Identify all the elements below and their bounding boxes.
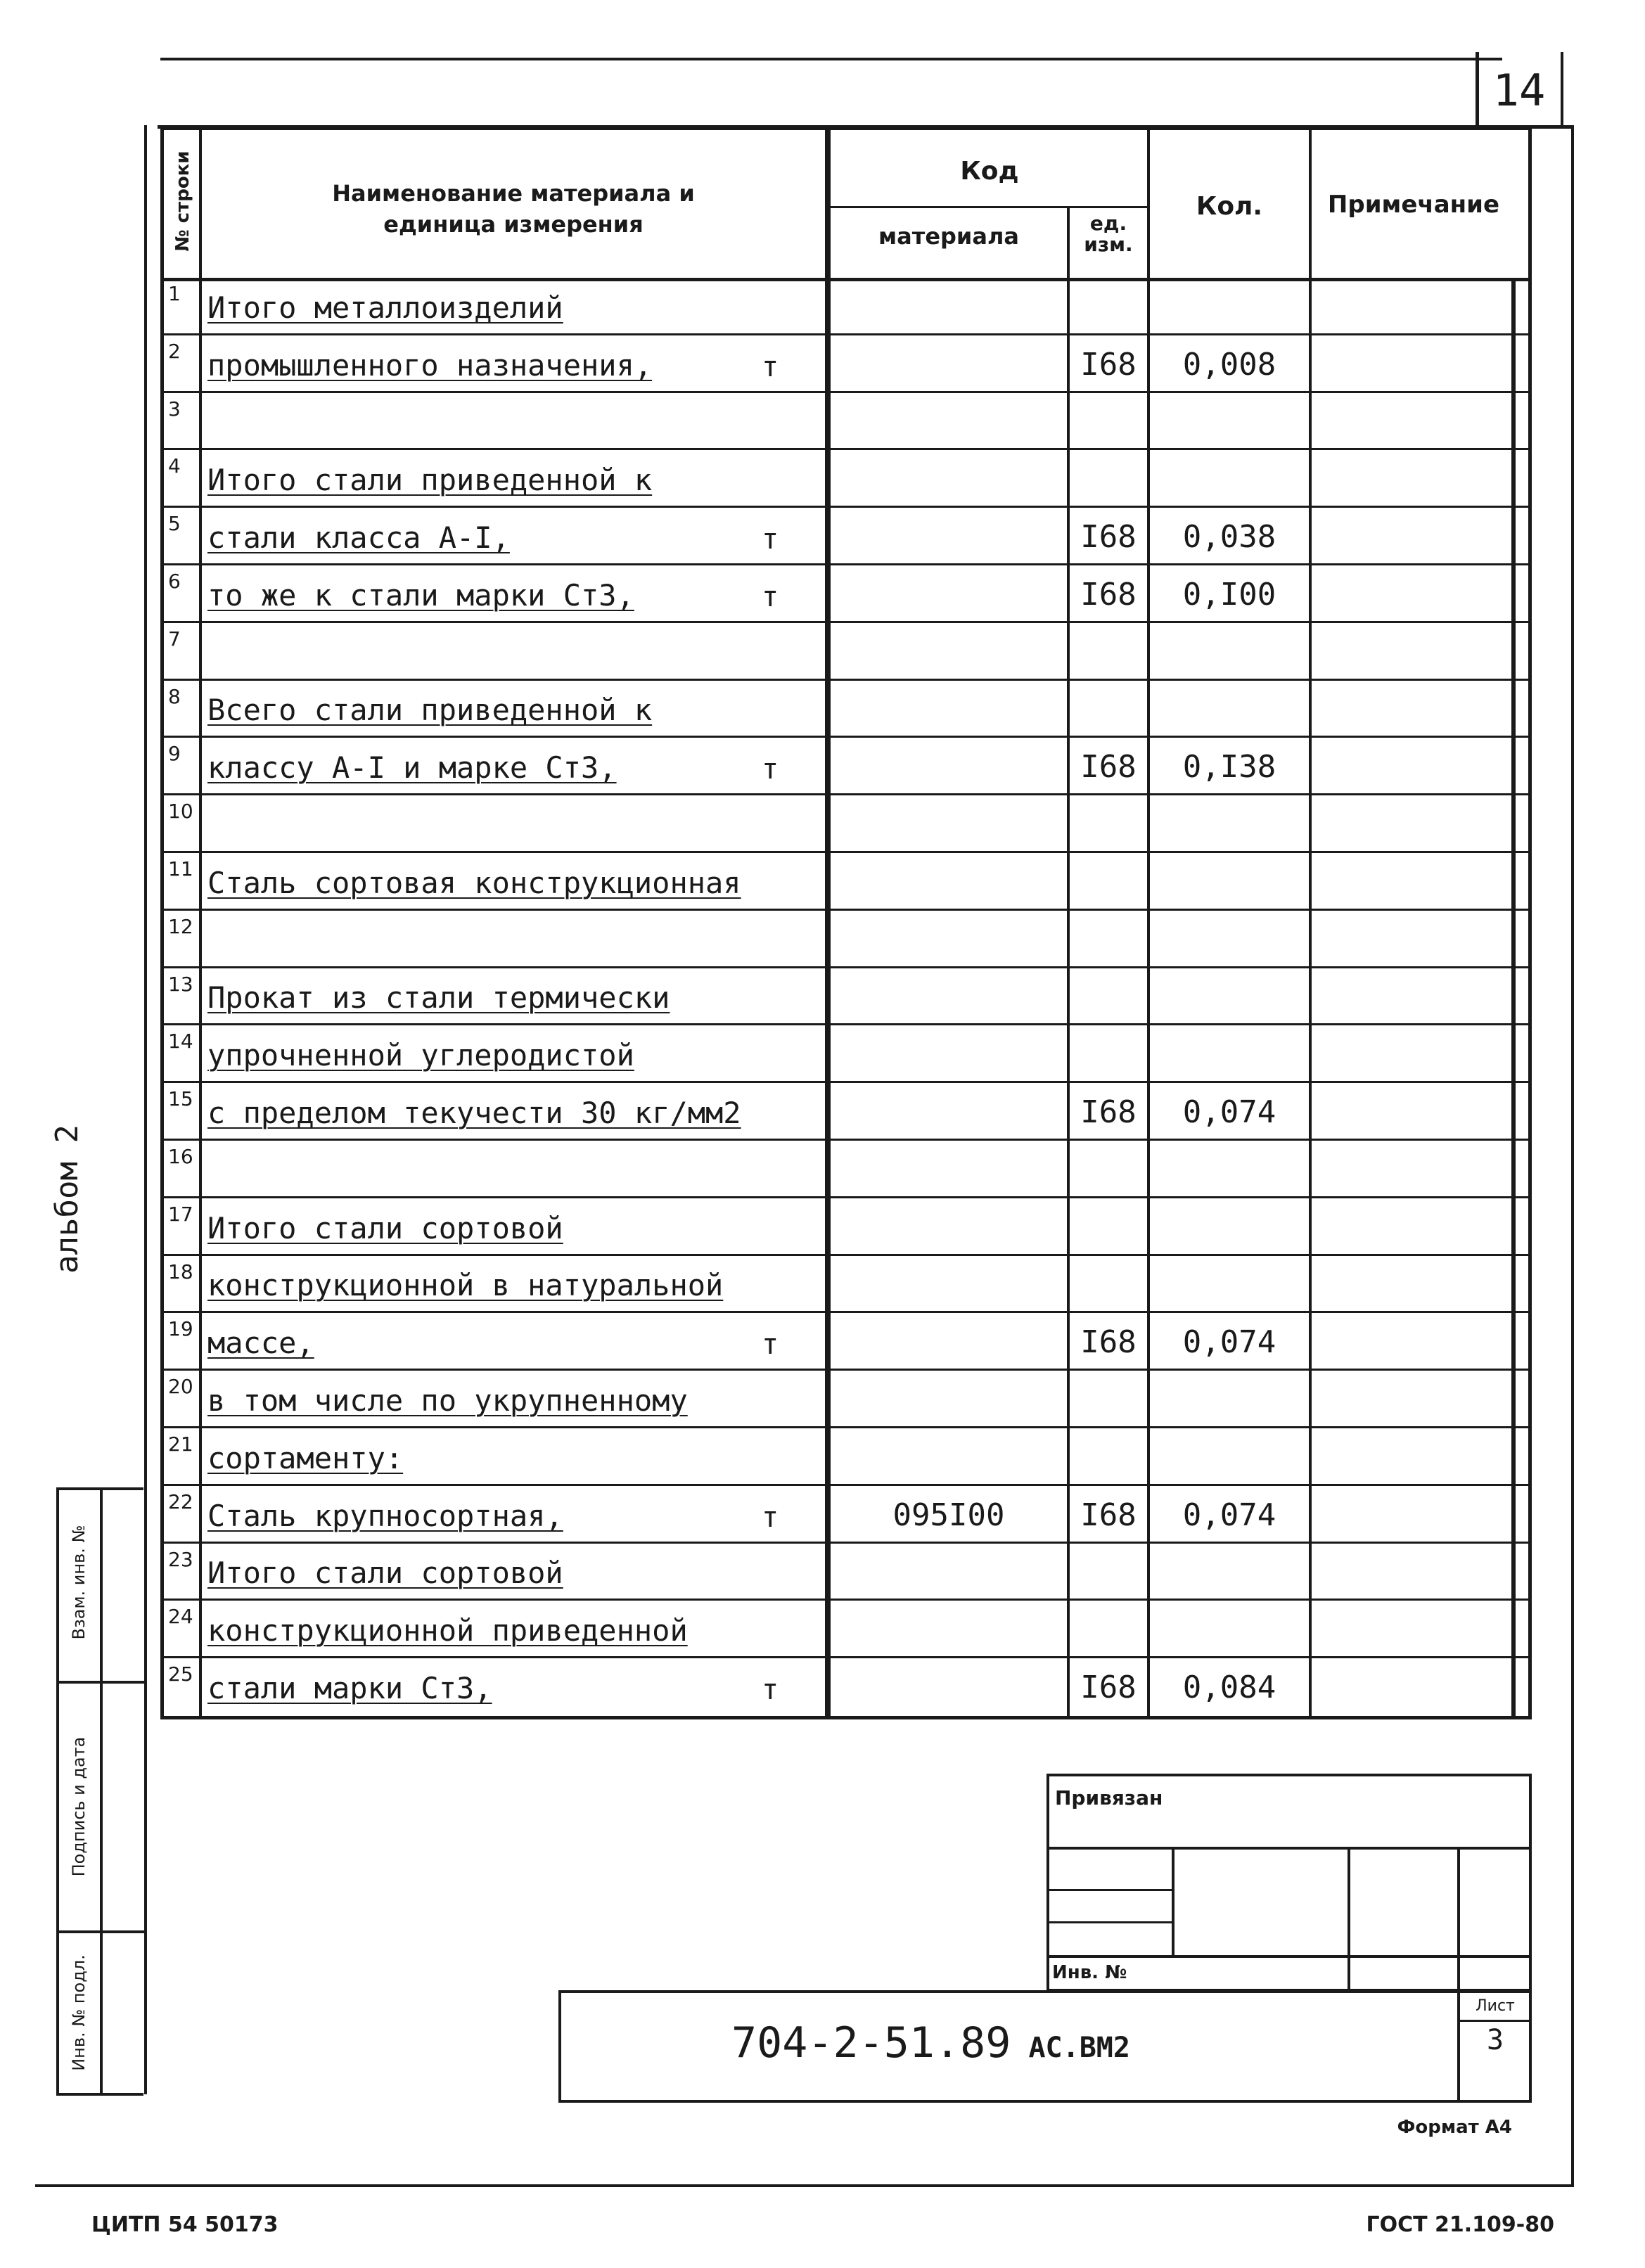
row-unit-t: т bbox=[762, 523, 779, 556]
table-row bbox=[164, 1198, 1528, 1256]
table-row bbox=[164, 1601, 1528, 1658]
margin-podpis-data: Подпись и дата bbox=[69, 1736, 89, 1877]
row-name: то же к стали марки Ст3, bbox=[207, 577, 634, 613]
row-name: промышленного назначения, bbox=[207, 347, 653, 383]
row-name: Сталь сортовая конструкционная bbox=[207, 865, 741, 900]
table-row bbox=[164, 738, 1528, 795]
row-number: 14 bbox=[168, 1030, 193, 1053]
table-row bbox=[164, 1313, 1528, 1371]
table-row bbox=[164, 623, 1528, 681]
row-number: 22 bbox=[168, 1489, 193, 1513]
row-unit: I68 bbox=[1080, 1497, 1137, 1533]
row-number: 24 bbox=[168, 1605, 193, 1629]
row-name: стали класса А-I, bbox=[207, 520, 510, 555]
row-number: 12 bbox=[168, 914, 193, 938]
row-name: сортаменту: bbox=[207, 1440, 404, 1475]
row-name: массе, bbox=[207, 1326, 314, 1361]
row-name: конструкционной приведенной bbox=[207, 1613, 688, 1648]
row-name: Итого стали сортовой bbox=[207, 1556, 563, 1591]
privyazan-col-3 bbox=[1457, 1847, 1460, 1992]
row-unit: I68 bbox=[1080, 518, 1137, 555]
doc-code: 704-2-51.89 bbox=[731, 2018, 1011, 2068]
row-number: 11 bbox=[168, 857, 193, 880]
row-qty: 0,I00 bbox=[1182, 576, 1276, 613]
album-label: альбом 2 bbox=[49, 1125, 85, 1274]
inner-frame-left bbox=[144, 125, 147, 2094]
row-qty: 0,084 bbox=[1182, 1669, 1276, 1705]
table-row bbox=[164, 1083, 1528, 1141]
table-row bbox=[164, 1025, 1528, 1083]
sheet-cell-label-line bbox=[1457, 2020, 1532, 2022]
row-qty: 0,074 bbox=[1182, 1094, 1276, 1130]
table-body bbox=[164, 278, 1528, 1716]
row-name: конструкционной в натуральной bbox=[207, 1268, 724, 1303]
row-qty: 0,074 bbox=[1182, 1497, 1276, 1533]
row-name: Всего стали приведенной к bbox=[207, 693, 653, 728]
table-row bbox=[164, 565, 1528, 623]
row-unit: I68 bbox=[1080, 576, 1137, 613]
row-number: 18 bbox=[168, 1260, 193, 1283]
table-row bbox=[164, 1658, 1528, 1716]
row-code: 095I00 bbox=[892, 1497, 1005, 1533]
table-row bbox=[164, 1486, 1528, 1544]
privyazan-col-1 bbox=[1172, 1847, 1174, 1956]
row-number: 20 bbox=[168, 1375, 193, 1399]
privyazan-col-2 bbox=[1348, 1847, 1350, 1992]
table-row bbox=[164, 450, 1528, 508]
row-name: с пределом текучести 30 кг/мм2 bbox=[207, 1095, 741, 1130]
row-number: 1 bbox=[168, 282, 181, 305]
table-row bbox=[164, 278, 1528, 335]
margin-sep-1 bbox=[56, 1681, 146, 1684]
row-number: 2 bbox=[168, 339, 181, 363]
row-name: Прокат из стали термически bbox=[207, 980, 670, 1016]
row-name: в том числе по укрупненному bbox=[207, 1383, 688, 1418]
row-number: 10 bbox=[168, 800, 193, 824]
row-number: 8 bbox=[168, 684, 181, 708]
row-number: 19 bbox=[168, 1317, 193, 1341]
sheet-value: 3 bbox=[1486, 2024, 1504, 2056]
row-name: стали марки Ст3, bbox=[207, 1670, 492, 1705]
header-row-number: № строки bbox=[172, 150, 193, 252]
row-unit: I68 bbox=[1080, 1094, 1137, 1130]
table-row bbox=[164, 1428, 1528, 1486]
row-unit: I68 bbox=[1080, 1669, 1137, 1705]
materials-table bbox=[160, 127, 1532, 1719]
row-name: Итого стали приведенной к bbox=[207, 463, 653, 498]
privyazan-line-2 bbox=[1046, 1889, 1173, 1891]
table-row bbox=[164, 681, 1528, 738]
header-material: материала bbox=[878, 223, 1019, 250]
header-code: Код bbox=[960, 157, 1019, 186]
header-qty: Кол. bbox=[1196, 192, 1263, 221]
row-number: 23 bbox=[168, 1547, 193, 1571]
privyazan-line-3 bbox=[1046, 1921, 1173, 1923]
row-number: 6 bbox=[168, 570, 181, 593]
table-row bbox=[164, 968, 1528, 1026]
margin-sep-2 bbox=[56, 1930, 146, 1933]
row-unit-t: т bbox=[762, 1673, 779, 1706]
format-label: Формат А4 bbox=[1397, 2117, 1512, 2138]
row-number: 3 bbox=[168, 397, 181, 421]
row-number: 7 bbox=[168, 627, 181, 651]
footer-left: ЦИТП 54 50173 bbox=[91, 2212, 279, 2237]
header-unit: ед. изм. bbox=[1084, 212, 1133, 256]
table-row bbox=[164, 1544, 1528, 1601]
top-border-line bbox=[160, 58, 1502, 60]
inv-no-label: Инв. № bbox=[1052, 1962, 1127, 1983]
frame-bottom-line bbox=[35, 2184, 1573, 2187]
header-note: Примечание bbox=[1327, 191, 1500, 219]
row-number: 4 bbox=[168, 454, 181, 478]
row-name: Итого стали сортовой bbox=[207, 1210, 563, 1245]
row-unit-t: т bbox=[762, 753, 779, 786]
row-number: 5 bbox=[168, 512, 181, 536]
row-name: упрочненной углеродистой bbox=[207, 1038, 634, 1073]
row-name: Сталь крупносортная, bbox=[207, 1498, 563, 1533]
frame-right-line bbox=[1571, 127, 1574, 2187]
row-name: Итого металлоизделий bbox=[207, 290, 563, 325]
row-number: 13 bbox=[168, 972, 193, 996]
table-row bbox=[164, 853, 1528, 911]
row-number: 25 bbox=[168, 1662, 193, 1686]
row-number: 21 bbox=[168, 1433, 193, 1456]
row-number: 9 bbox=[168, 742, 181, 766]
row-name: классу А-I и марке Ст3, bbox=[207, 750, 617, 786]
table-row bbox=[164, 795, 1528, 853]
row-qty: 0,I38 bbox=[1182, 749, 1276, 786]
table-row bbox=[164, 1371, 1528, 1428]
row-number: 16 bbox=[168, 1145, 193, 1168]
margin-vzam-inv: Взам. инв. № bbox=[69, 1525, 89, 1640]
row-number: 15 bbox=[168, 1087, 193, 1111]
sheet-label: Лист bbox=[1476, 1997, 1515, 2015]
table-row bbox=[164, 911, 1528, 968]
code-subheader-line bbox=[828, 206, 1148, 208]
margin-stamp-inner-col bbox=[100, 1487, 103, 2096]
row-unit: I68 bbox=[1080, 346, 1137, 383]
table-row bbox=[164, 508, 1528, 565]
sheet-number: 14 bbox=[1492, 65, 1546, 116]
row-qty: 0,038 bbox=[1182, 518, 1276, 555]
privyazan-label: Привязан bbox=[1055, 1786, 1163, 1809]
row-unit-t: т bbox=[762, 1501, 779, 1534]
doc-suffix: АС.ВМ2 bbox=[1028, 2032, 1130, 2064]
table-row bbox=[164, 1141, 1528, 1198]
doc-code-line bbox=[731, 2018, 1130, 2068]
row-unit: I68 bbox=[1080, 1324, 1137, 1361]
row-unit-t: т bbox=[762, 350, 779, 383]
row-qty: 0,074 bbox=[1182, 1324, 1276, 1361]
table-row bbox=[164, 1256, 1528, 1314]
row-qty: 0,008 bbox=[1182, 346, 1276, 383]
row-unit-t: т bbox=[762, 1328, 779, 1362]
footer-right: ГОСТ 21.109-80 bbox=[1366, 2212, 1554, 2237]
row-number: 17 bbox=[168, 1202, 193, 1226]
header-name: Наименование материала и единица измерения bbox=[332, 180, 695, 238]
table-row bbox=[164, 393, 1528, 451]
row-unit: I68 bbox=[1080, 749, 1137, 786]
margin-inv-podl: Инв. № подл. bbox=[69, 1954, 89, 2071]
table-row bbox=[164, 335, 1528, 393]
row-unit-t: т bbox=[762, 580, 779, 613]
